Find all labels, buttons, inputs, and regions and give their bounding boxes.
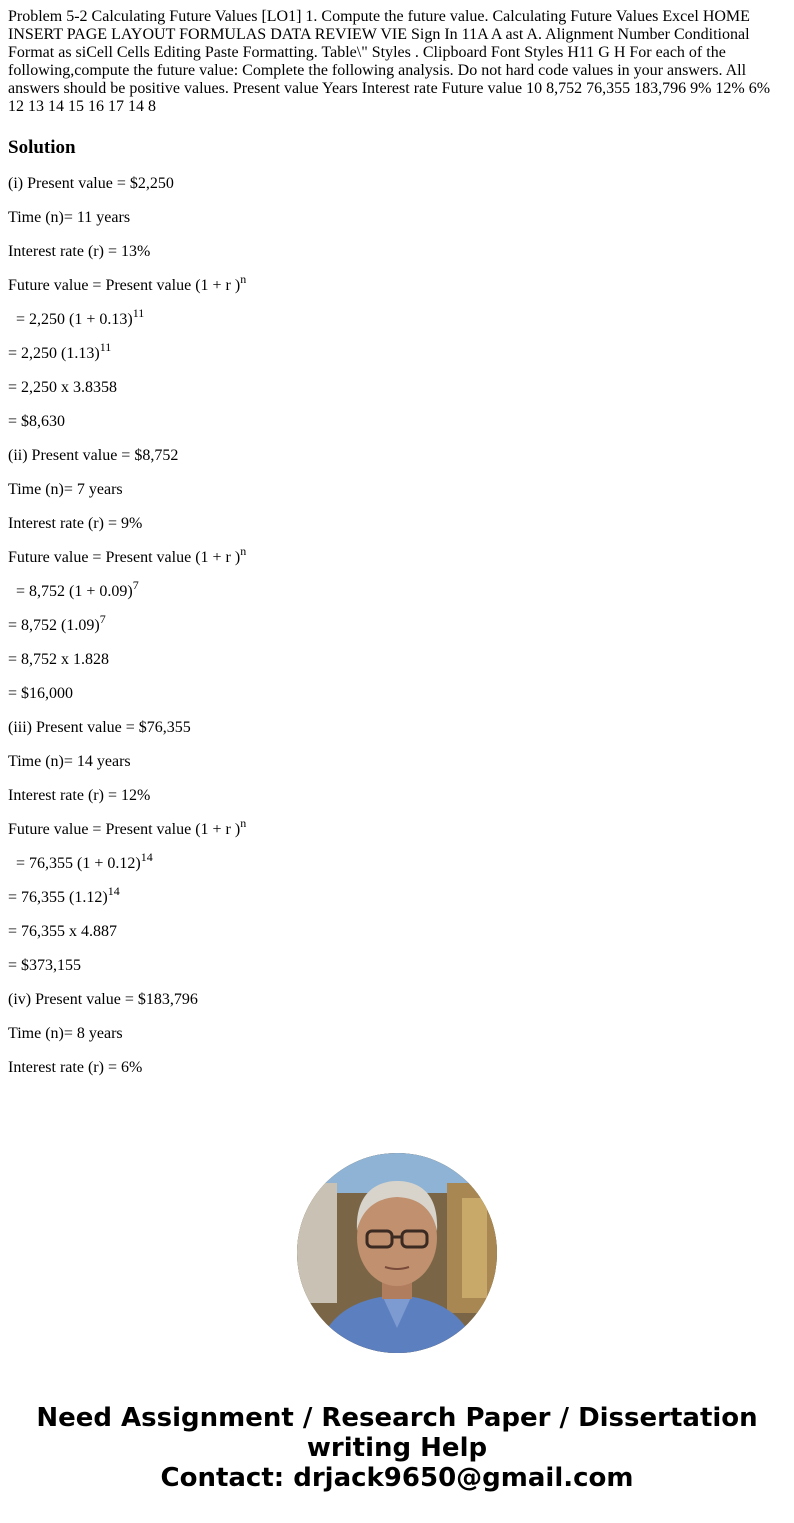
solution-line [8, 413, 778, 431]
solution-line [8, 991, 778, 1009]
solution-line [8, 209, 778, 227]
solution-line-text: Time (n)= 8 years [8, 1025, 123, 1042]
exponent: n [240, 543, 247, 558]
solution-line-text: = 8,752 x 1.828 [8, 651, 110, 668]
solution-line [8, 815, 778, 839]
solution-line [8, 1059, 778, 1077]
solution-line-text: (i) Present value = $2,250 [8, 175, 174, 192]
solution-line [8, 611, 778, 635]
solution-line-text: Interest rate (r) = 13% [8, 243, 151, 260]
solution-heading: Solution [8, 137, 76, 158]
solution-line-text: Time (n)= 14 years [8, 753, 131, 770]
solution-line-text: = 76,355 (1 + 0.12) [8, 855, 141, 872]
solution-line [8, 685, 778, 703]
footer-contact [0, 1403, 794, 1493]
solution-line-text: = $8,630 [8, 413, 66, 430]
exponent: 11 [99, 339, 112, 354]
exponent: 7 [132, 577, 139, 592]
solution-steps [8, 175, 778, 1077]
solution-line [8, 577, 778, 601]
solution-line [8, 923, 778, 941]
footer-contact-email: Contact: drjack9650@gmail.com [160, 1463, 634, 1493]
solution-line-text: Time (n)= 11 years [8, 209, 131, 226]
solution-line-text: Interest rate (r) = 9% [8, 515, 143, 532]
solution-line-text: Future value = Present value (1 + r ) [8, 277, 241, 294]
solution-line-text: = 2,250 (1.13) [8, 345, 100, 362]
solution-line-text: = 76,355 x 4.887 [8, 923, 118, 940]
solution-line [8, 481, 778, 499]
exponent: n [240, 271, 247, 286]
solution-line [8, 957, 778, 975]
solution-line [8, 271, 778, 295]
solution-line [8, 305, 778, 329]
document-body [8, 8, 778, 1093]
footer-line-1: Need Assignment / Research Paper / Dissertation [36, 1403, 758, 1433]
solution-line-text: Time (n)= 7 years [8, 481, 123, 498]
exponent: n [240, 815, 247, 830]
solution-line [8, 719, 778, 737]
solution-line [8, 753, 778, 771]
solution-line [8, 883, 778, 907]
solution-line-text: = 8,752 (1 + 0.09) [8, 583, 133, 600]
solution-line [8, 175, 778, 193]
solution-line-text: Interest rate (r) = 12% [8, 787, 151, 804]
solution-line-text: = $373,155 [8, 957, 82, 974]
solution-line [8, 1025, 778, 1043]
solution-line [8, 243, 778, 261]
solution-line-text: = 2,250 (1 + 0.13) [8, 311, 133, 328]
footer-line-2: writing Help [306, 1433, 488, 1463]
solution-line-text: Future value = Present value (1 + r ) [8, 821, 241, 838]
problem-statement: Problem 5-2 Calculating Future Values [LO1] 1. Compute the future value. Calculating Future Values Excel HOME INSERT PAGE LAYOUT FORMULAS DATA REVIEW VIE Sign In 11A A ast A. Alignment Number Conditional Format as siCell Cells Editing Paste Formatting. Table\" Styles . Clipboard Font Styles H11 G H For each of the following,compute the future value: Complete the following analysis. Do not hard code values in your answers. All answers should be positive values. Present value Years Interest rate Future value 10 8,752 76,355 183,796 9% 12% 6% 12 13 14 15 16 17 14 8 [8, 8, 771, 115]
exponent: 14 [140, 849, 153, 864]
solution-line-text: (iv) Present value = $183,796 [8, 991, 198, 1008]
solution-line-text: = $16,000 [8, 685, 74, 702]
solution-line [8, 849, 778, 873]
solution-line-text: Future value = Present value (1 + r ) [8, 549, 241, 566]
solution-line-text: (iii) Present value = $76,355 [8, 719, 191, 736]
solution-line [8, 339, 778, 363]
solution-line [8, 379, 778, 397]
solution-line [8, 543, 778, 567]
exponent: 11 [132, 305, 145, 320]
solution-line-text: = 2,250 x 3.8358 [8, 379, 118, 396]
solution-line-text: (ii) Present value = $8,752 [8, 447, 179, 464]
author-photo [297, 1153, 497, 1353]
solution-line [8, 787, 778, 805]
solution-line [8, 447, 778, 465]
solution-line-text: Interest rate (r) = 6% [8, 1059, 143, 1076]
solution-line-text: = 8,752 (1.09) [8, 617, 100, 634]
solution-line-text: = 76,355 (1.12) [8, 889, 108, 906]
solution-line [8, 515, 778, 533]
exponent: 7 [99, 611, 106, 626]
exponent: 14 [107, 883, 120, 898]
solution-line [8, 651, 778, 669]
